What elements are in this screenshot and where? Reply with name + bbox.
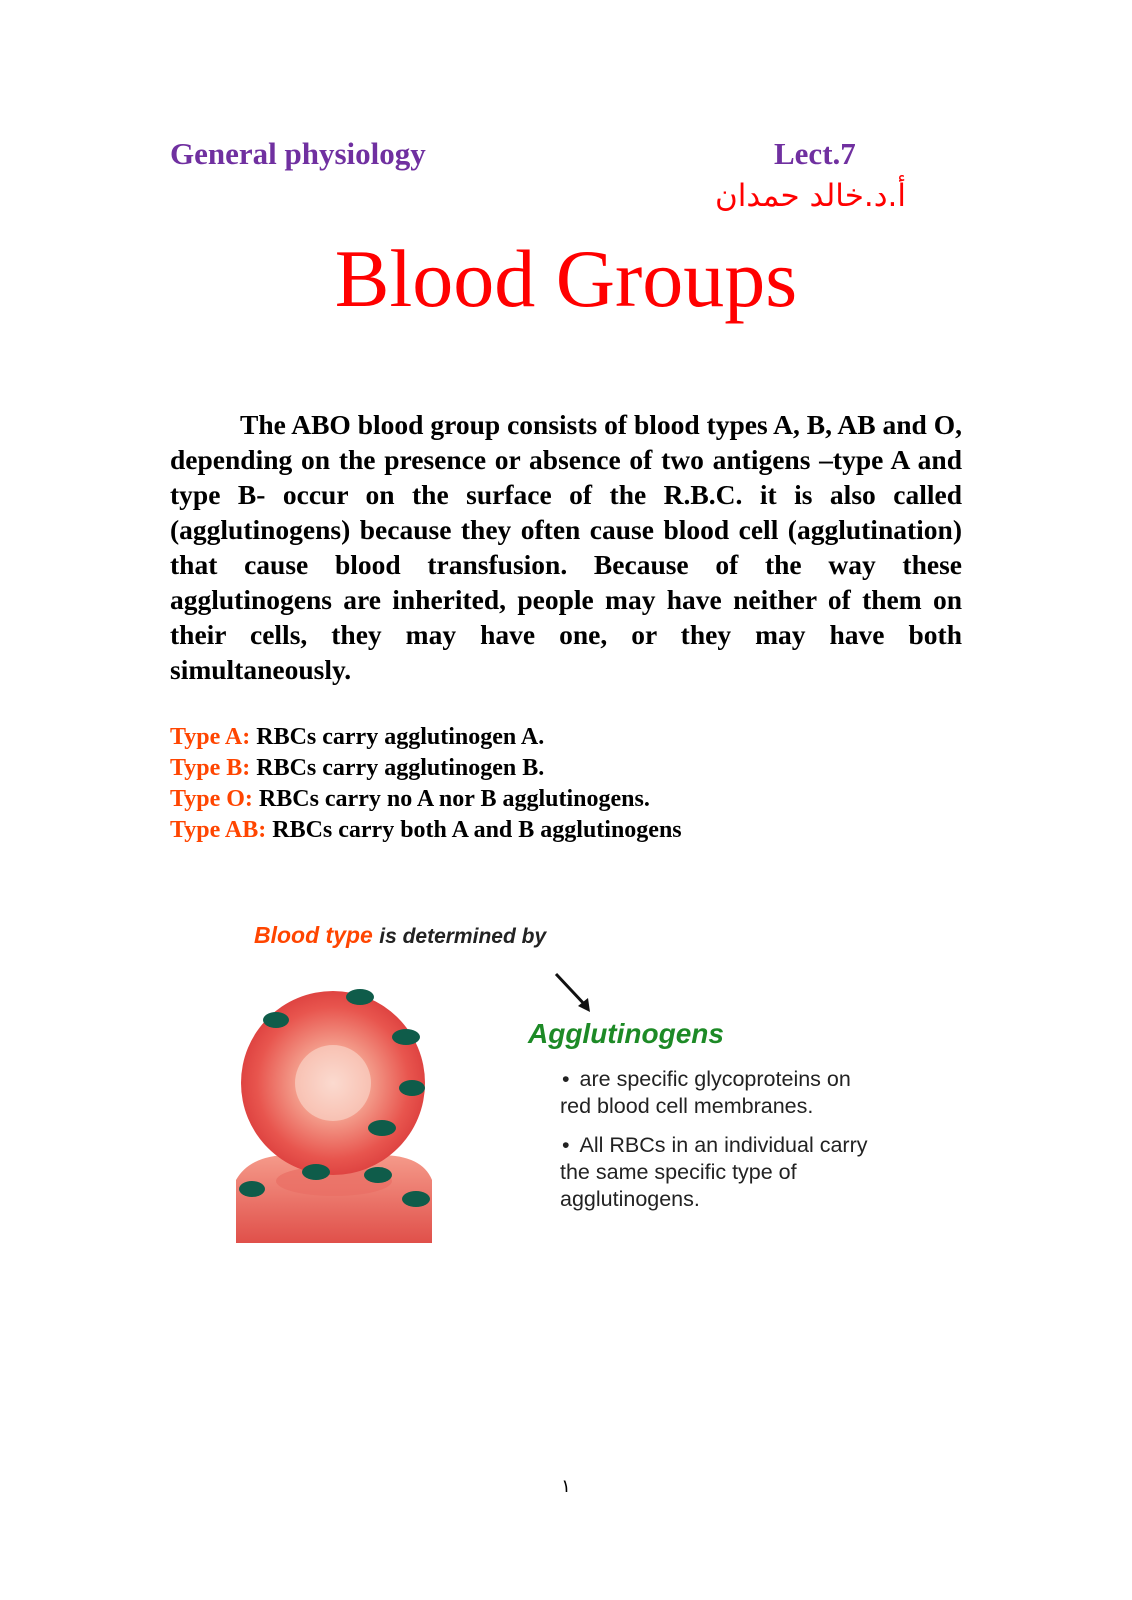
type-ab-row <box>170 815 682 846</box>
type-a-row <box>170 722 682 753</box>
list-item: • are specific glycoproteins on red blood cell membranes. <box>560 1066 880 1120</box>
blood-type-list <box>170 722 682 846</box>
caption-text: is determined by <box>379 925 547 948</box>
figure-heading: Agglutinogens <box>528 1018 724 1049</box>
course-title: General physiology <box>170 136 426 171</box>
type-o-row <box>170 784 682 815</box>
type-label: Type B: <box>170 755 251 781</box>
lecture-number: Lect.7 <box>774 136 856 171</box>
caption-highlight: Blood type <box>254 922 373 948</box>
upper-cell-center <box>295 1045 371 1121</box>
author-name: أ.د.خالد حمدان <box>714 178 906 214</box>
red-blood-cell-illustration <box>230 985 440 1255</box>
type-description: RBCs carry agglutinogen B. <box>256 755 545 781</box>
type-description: RBCs carry no A nor B agglutinogens. <box>258 786 650 812</box>
type-label: Type O: <box>170 786 253 812</box>
intro-paragraph: The ABO blood group consists of blood types A, B, AB and O, depending on the presence or absence of two antigens –type A and type B- occur on the surface of the R.B.C. it is also called (agglutinogens) because they often cause blood cell (agglutination) that cause blood transfusion. Because of the way these agglutinogens are inherited, people may have neither of them on their cells, they may have one, or they may have both simultaneously. <box>170 409 962 685</box>
type-description: RBCs carry agglutinogen A. <box>256 724 545 750</box>
type-b-row <box>170 753 682 784</box>
agglutinogen-figure <box>170 900 990 1300</box>
figure-bullet-list <box>560 1066 880 1225</box>
type-label: Type AB: <box>170 817 267 843</box>
list-item: • All RBCs in an individual carry the same specific type of agglutinogens. <box>560 1132 880 1213</box>
figure-caption <box>254 922 546 949</box>
page-number: ١ <box>561 1476 571 1497</box>
page-title: Blood Groups <box>334 233 798 324</box>
type-description: RBCs carry both A and B agglutinogens <box>272 817 682 843</box>
type-label: Type A: <box>170 724 251 750</box>
arrow-icon <box>550 968 600 1018</box>
